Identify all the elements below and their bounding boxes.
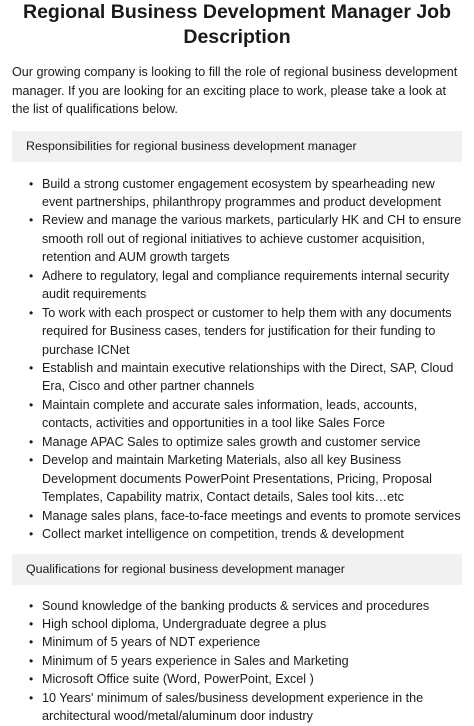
list-item [29,396,462,433]
list-item-text: Collect market intelligence on competition, trends & development [42,527,404,542]
bullet-icon: • [29,653,34,668]
list-item-text: Minimum of 5 years experience in Sales and Marketing [42,653,349,668]
responsibilities-list [12,175,462,544]
list-item-text: To work with each prospect or customer to help them with any documents required for Business cases, tenders for justification for their funding to purchase ICNet [42,305,452,357]
list-item-text: Establish and maintain executive relationships with the Direct, SAP, Cloud Era, Cisco and other partner channels [42,361,454,394]
list-item [29,359,462,396]
list-item-text: Microsoft Office suite (Word, PowerPoint, Excel ) [42,672,314,687]
list-item-text: 10 Years' minimum of sales/business development experience in the architectural wood/metal/aluminum door industry [42,690,424,724]
list-item-text: Adhere to regulatory, legal and compliance requirements internal security audit requirements [42,268,450,302]
bullet-icon: • [29,672,34,687]
list-item [29,451,462,506]
list-item [29,689,462,726]
bullet-icon: • [29,434,34,449]
responsibilities-heading [12,131,462,162]
qualifications-heading-text: Qualifications for regional business development manager [26,562,345,577]
bullet-icon: • [29,527,34,542]
bullet-icon: • [29,268,34,283]
qualifications-heading [12,554,462,585]
page-title [12,0,462,50]
bullet-icon: • [29,508,34,523]
bullet-icon: • [29,361,34,376]
bullet-icon: • [29,453,34,468]
list-item [29,597,462,615]
list-item [29,615,462,633]
list-item [29,507,462,525]
list-item-text: Sound knowledge of the banking products & services and procedures [42,598,430,613]
title-line-2: Description [183,26,291,48]
list-item-text: Manage APAC Sales to optimize sales growth and customer service [42,434,421,449]
bullet-icon: • [29,176,34,191]
bullet-icon: • [29,690,34,705]
list-item [29,670,462,688]
bullet-icon: • [29,598,34,613]
list-item-text: Maintain complete and accurate sales information, leads, accounts, contacts, activities and opportunities in a tool like Sales Force [42,397,418,431]
list-item-text: Develop and maintain Marketing Materials, also all key Business Development documents PowerPoint Presentations, Pricing, Proposal Templates, Capability matrix, Contact details, Sales tool kits…etc [42,453,432,505]
list-item-text: High school diploma, Undergraduate degree a plus [42,617,327,632]
bullet-icon: • [29,213,34,228]
list-item [29,652,462,670]
qualifications-list [12,597,462,726]
list-item-text: Minimum of 5 years of NDT experience [42,635,261,650]
list-item [29,433,462,451]
list-item-text: Build a strong customer engagement ecosystem by spearheading new event partnerships, philanthropy programmes and product development [42,176,442,209]
list-item [29,304,462,359]
bullet-icon: • [29,617,34,632]
list-item-text: Manage sales plans, face-to-face meetings and events to promote services [42,508,461,523]
title-line-1: Regional Business Development Manager Job [22,1,452,23]
list-item [29,211,462,266]
list-item-text: Review and manage the various markets, particularly HK and CH to ensure smooth roll out of regional initiatives to achieve customer acquisition, retention and AUM growth targets [42,213,462,265]
bullet-icon: • [29,635,34,650]
list-item [29,175,462,212]
list-item [29,267,462,304]
intro-paragraph: Our growing company is looking to fill the role of regional business development manager. If you are looking for an exciting place to work, please take a look at the list of qualifications below. [12,65,458,116]
bullet-icon: • [29,397,34,412]
list-item [29,633,462,651]
list-item [29,525,462,543]
responsibilities-heading-text: Responsibilities for regional business development manager [26,139,357,153]
bullet-icon: • [29,305,34,320]
